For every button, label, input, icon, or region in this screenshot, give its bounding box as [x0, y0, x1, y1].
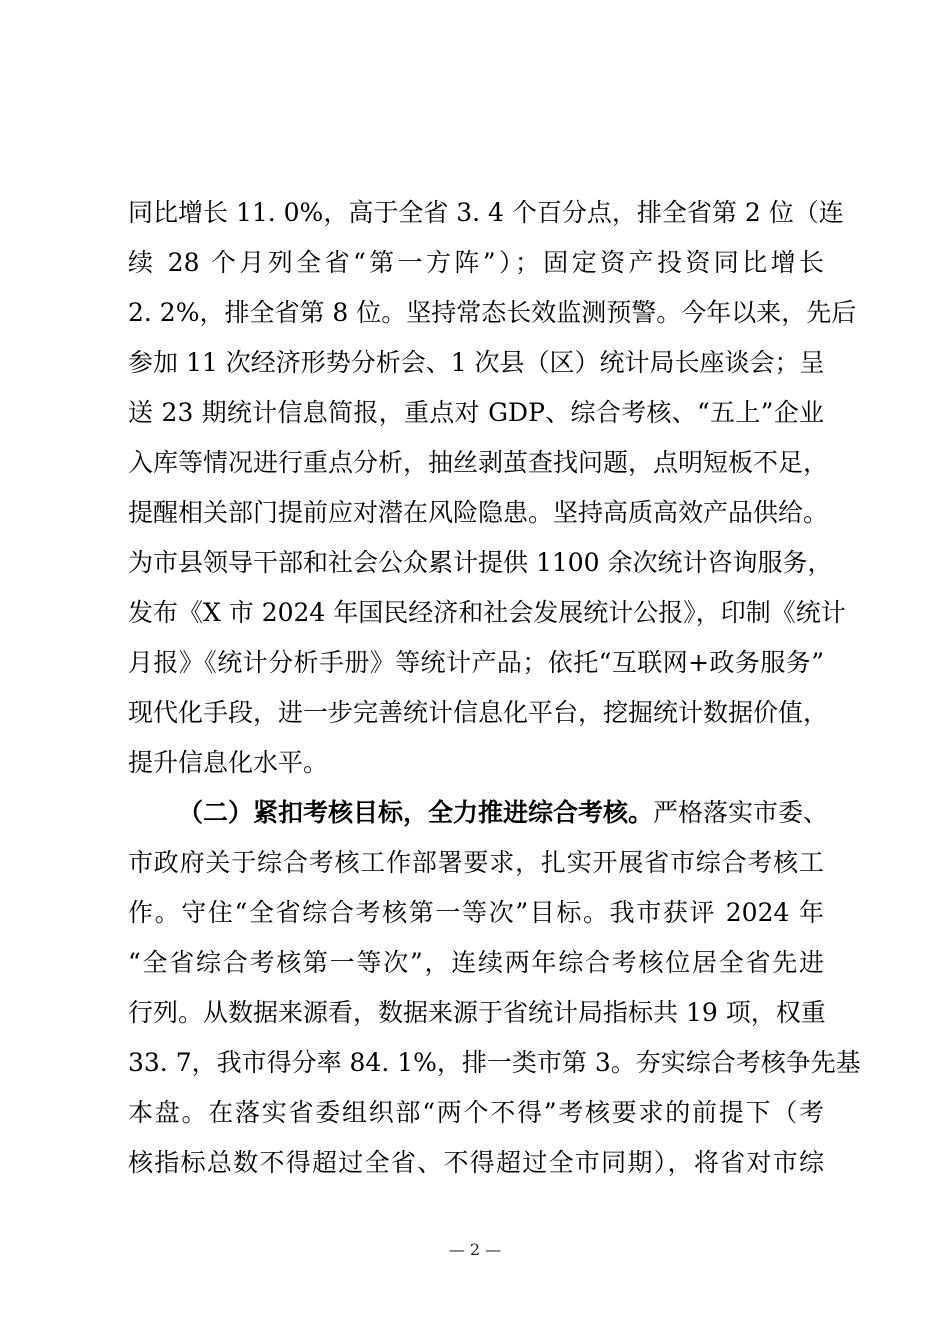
text-line: 核指标总数不得超过全省、不得超过全市同期），将省对市综: [128, 1148, 824, 1177]
text-line: 为市县领导干部和社会公众累计提供 1100 余次统计咨询服务，: [128, 548, 833, 577]
text-line: 现代化手段，进一步完善统计信息化平台，挖掘统计数据价值，: [128, 698, 829, 727]
text-line: 作。守住“全省综合考核第一等次”目标。我市获评 2024 年: [128, 898, 824, 927]
text-line: 同比增长 11. 0%，高于全省 3. 4 个百分点，排全省第 2 位（连: [128, 198, 844, 227]
paragraph-first-line: [128, 788, 829, 838]
text-line: 提升信息化水平。: [128, 748, 329, 777]
text-line: 市政府关于综合考核工作部署要求，扎实开展省市综合考核工: [128, 848, 824, 877]
text-line: 送 23 期统计信息简报，重点对 GDP、综合考核、“五上”企业: [128, 398, 824, 427]
text-line: 发布《X 市 2024 年国民经济和社会发展统计公报》，印制《统计: [128, 598, 846, 627]
text-line: 提醒相关部门提前应对潜在风险隐患。坚持高质高效产品供给。: [128, 498, 829, 527]
document-body: [128, 188, 861, 1188]
paragraph-comprehensive-assessment: [128, 788, 861, 1188]
text-line: 参加 11 次经济形势分析会、1 次县（区）统计局长座谈会；呈: [128, 348, 825, 377]
text-line: 行列。从数据来源看，数据来源于省统计局指标共 19 项，权重: [128, 998, 826, 1027]
text-line: 本盘。在落实省委组织部“两个不得”考核要求的前提下（考: [128, 1098, 824, 1127]
text-line: 2. 2%，排全省第 8 位。坚持常态长效监测预警。今年以来，先后: [128, 298, 857, 327]
text-line: 月报》《统计分析手册》等统计产品；依托“互联网+政务服务”: [128, 648, 824, 677]
text-line: 续 28 个月列全省“第一方阵”）；固定资产投资同比增长: [128, 248, 824, 277]
page-number: — 2 —: [448, 1240, 502, 1259]
text-line: “全省综合考核第一等次”，连续两年综合考核位居全省先进: [128, 948, 824, 977]
text-line: 入库等情况进行重点分析，抽丝剥茧查找问题，点明短板不足，: [128, 448, 829, 477]
text-line: 33. 7，我市得分率 84. 1%，排一类市第 3。夯实综合考核争先基: [128, 1048, 861, 1077]
section-heading: （二）紧扣考核目标，全力推进综合考核。: [178, 798, 654, 827]
paragraph-statistics-services: [128, 188, 857, 788]
heading-followup-text: 严格落实市委、: [653, 798, 829, 827]
